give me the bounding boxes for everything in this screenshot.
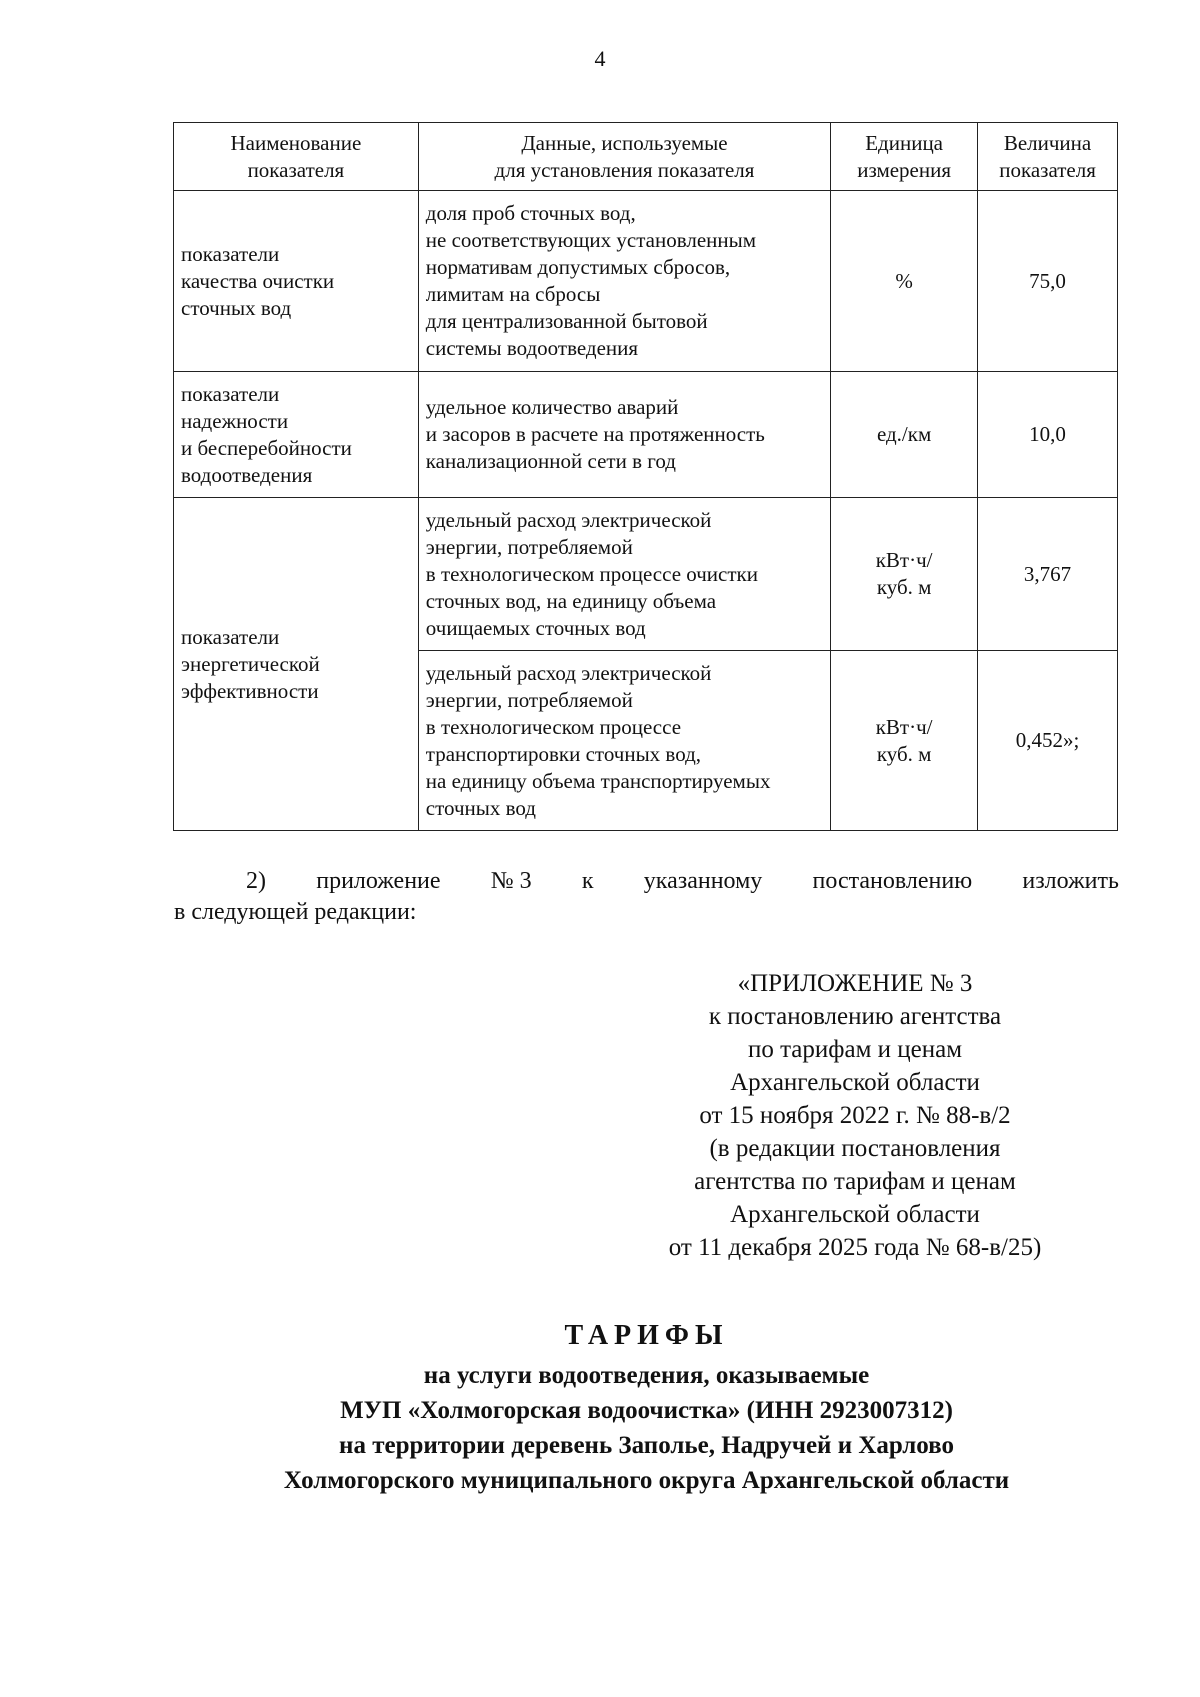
cell-text: лимитам на сбросы — [425, 282, 601, 306]
table-row — [174, 191, 1118, 372]
appendix-line: от 15 ноября 2022 г. № 88-в/2 — [699, 1102, 1011, 1129]
cell-text: в технологическом процессе — [425, 714, 682, 739]
cell-text: удельный расход электрической — [425, 660, 712, 685]
table-row — [174, 372, 1118, 498]
cell-text: куб. м — [876, 741, 932, 766]
header-data-used — [418, 123, 830, 191]
page-number: 4 — [594, 46, 606, 71]
cell-text: эффективности — [181, 678, 319, 703]
paragraph-word: изложить — [1022, 868, 1119, 894]
appendix-line: «ПРИЛОЖЕНИЕ № 3 — [737, 970, 973, 997]
header-text: Единица — [865, 130, 944, 155]
value-cell: 3,767 — [978, 498, 1118, 651]
data-cell — [418, 372, 830, 498]
cell-text: показатели — [181, 381, 280, 406]
unit-cell — [831, 651, 978, 831]
header-text: показателя — [247, 157, 345, 182]
cell-text: очищаемых сточных вод — [425, 615, 646, 640]
cell-text: и засоров в расчете на протяженность — [425, 422, 765, 446]
header-text: Наименование — [230, 130, 362, 155]
paragraph-line — [174, 866, 1119, 897]
cell-text: качества очистки — [181, 268, 335, 293]
indicator-name-cell — [174, 498, 419, 831]
tariffs-subtitle-line: Холмогорского муниципального округа Архангельской области — [283, 1467, 1010, 1494]
indicators-table — [173, 122, 1118, 831]
indicator-name-cell — [174, 191, 419, 372]
appendix-line: от 11 декабря 2025 года № 68-в/25) — [668, 1234, 1042, 1261]
table-row — [174, 498, 1118, 651]
header-text: измерения — [857, 157, 952, 182]
appendix-line: Архангельской области — [730, 1069, 980, 1096]
cell-text: системы водоотведения — [425, 336, 639, 360]
appendix-header — [605, 967, 1105, 1264]
cell-text: показатели — [181, 241, 280, 266]
cell-text: транспортировки сточных вод, — [425, 741, 702, 766]
unit-cell — [831, 372, 978, 498]
cell-text: водоотведения — [181, 462, 313, 487]
cell-text: энергетической — [181, 651, 320, 676]
cell-text: канализационной сети в год — [425, 449, 676, 473]
cell-text: в технологическом процессе очистки — [425, 561, 758, 586]
value-cell: 10,0 — [978, 372, 1118, 498]
tariffs-subtitle-line: на территории деревень Заполье, Надручей и Харлово — [339, 1432, 954, 1459]
value-cell: 0,452»; — [978, 651, 1118, 831]
cell-text: для централизованной бытовой — [425, 309, 708, 333]
cell-text: сточных вод — [425, 795, 536, 820]
cell-text: сточных вод, на единицу объема — [425, 588, 717, 613]
tariffs-title-block — [174, 1316, 1119, 1498]
cell-text: куб. м — [876, 575, 932, 599]
cell-text: на единицу объема транспортируемых — [425, 768, 771, 793]
header-value — [978, 123, 1118, 191]
table-header-row — [174, 123, 1118, 191]
appendix-line: (в редакции постановления — [709, 1135, 1001, 1162]
tariffs-subtitle-line: МУП «Холмогорская водоочистка» (ИНН 2923007312) — [340, 1397, 953, 1424]
cell-text: и бесперебойности — [181, 435, 352, 460]
appendix-line: Архангельской области — [730, 1201, 980, 1228]
amendment-paragraph — [174, 866, 1119, 928]
paragraph-word: к — [581, 868, 594, 894]
value-cell: 75,0 — [978, 191, 1118, 372]
tariffs-heading: ТАРИФЫ — [564, 1320, 729, 1351]
cell-text: энергии, потребляемой — [425, 534, 633, 559]
header-indicator-name — [174, 123, 419, 191]
tariffs-subtitle-line: на услуги водоотведения, оказываемые — [423, 1362, 870, 1389]
appendix-line: по тарифам и ценам — [747, 1036, 963, 1063]
cell-text: не соответствующих установленным — [425, 228, 757, 252]
paragraph-word: 2) — [246, 868, 266, 894]
paragraph-word: № 3 — [490, 868, 532, 894]
header-text: для установления показателя — [494, 157, 755, 182]
data-cell — [418, 191, 830, 372]
data-cell — [418, 651, 830, 831]
cell-text: доля проб сточных вод, — [425, 201, 636, 225]
header-text: Величина — [1003, 130, 1092, 155]
cell-text: нормативам допустимых сбросов, — [425, 255, 731, 279]
cell-text: энергии, потребляемой — [425, 687, 633, 712]
cell-text: ед./км — [876, 422, 932, 446]
appendix-line: агентства по тарифам и ценам — [694, 1168, 1016, 1195]
cell-text: надежности — [181, 408, 289, 433]
cell-text: удельный расход электрической — [425, 507, 712, 532]
paragraph-line: в следующей редакции: — [174, 899, 417, 925]
unit-cell — [831, 498, 978, 651]
header-text: Данные, используемые — [521, 130, 728, 155]
appendix-line: к постановлению агентства — [708, 1003, 1002, 1030]
data-cell — [418, 498, 830, 651]
cell-text: кВт·ч/ — [875, 548, 933, 572]
header-unit — [831, 123, 978, 191]
cell-text: удельное количество аварий — [425, 395, 679, 419]
unit-cell — [831, 191, 978, 372]
indicator-name-cell — [174, 372, 419, 498]
cell-text: % — [895, 268, 913, 293]
header-text: показателя — [999, 157, 1096, 182]
cell-text: сточных вод — [181, 295, 292, 320]
paragraph-word: указанному — [643, 868, 763, 894]
paragraph-word: постановлению — [812, 868, 973, 894]
paragraph-word: приложение — [316, 868, 441, 894]
cell-text: показатели — [181, 624, 280, 649]
cell-text: кВт·ч/ — [875, 714, 933, 739]
